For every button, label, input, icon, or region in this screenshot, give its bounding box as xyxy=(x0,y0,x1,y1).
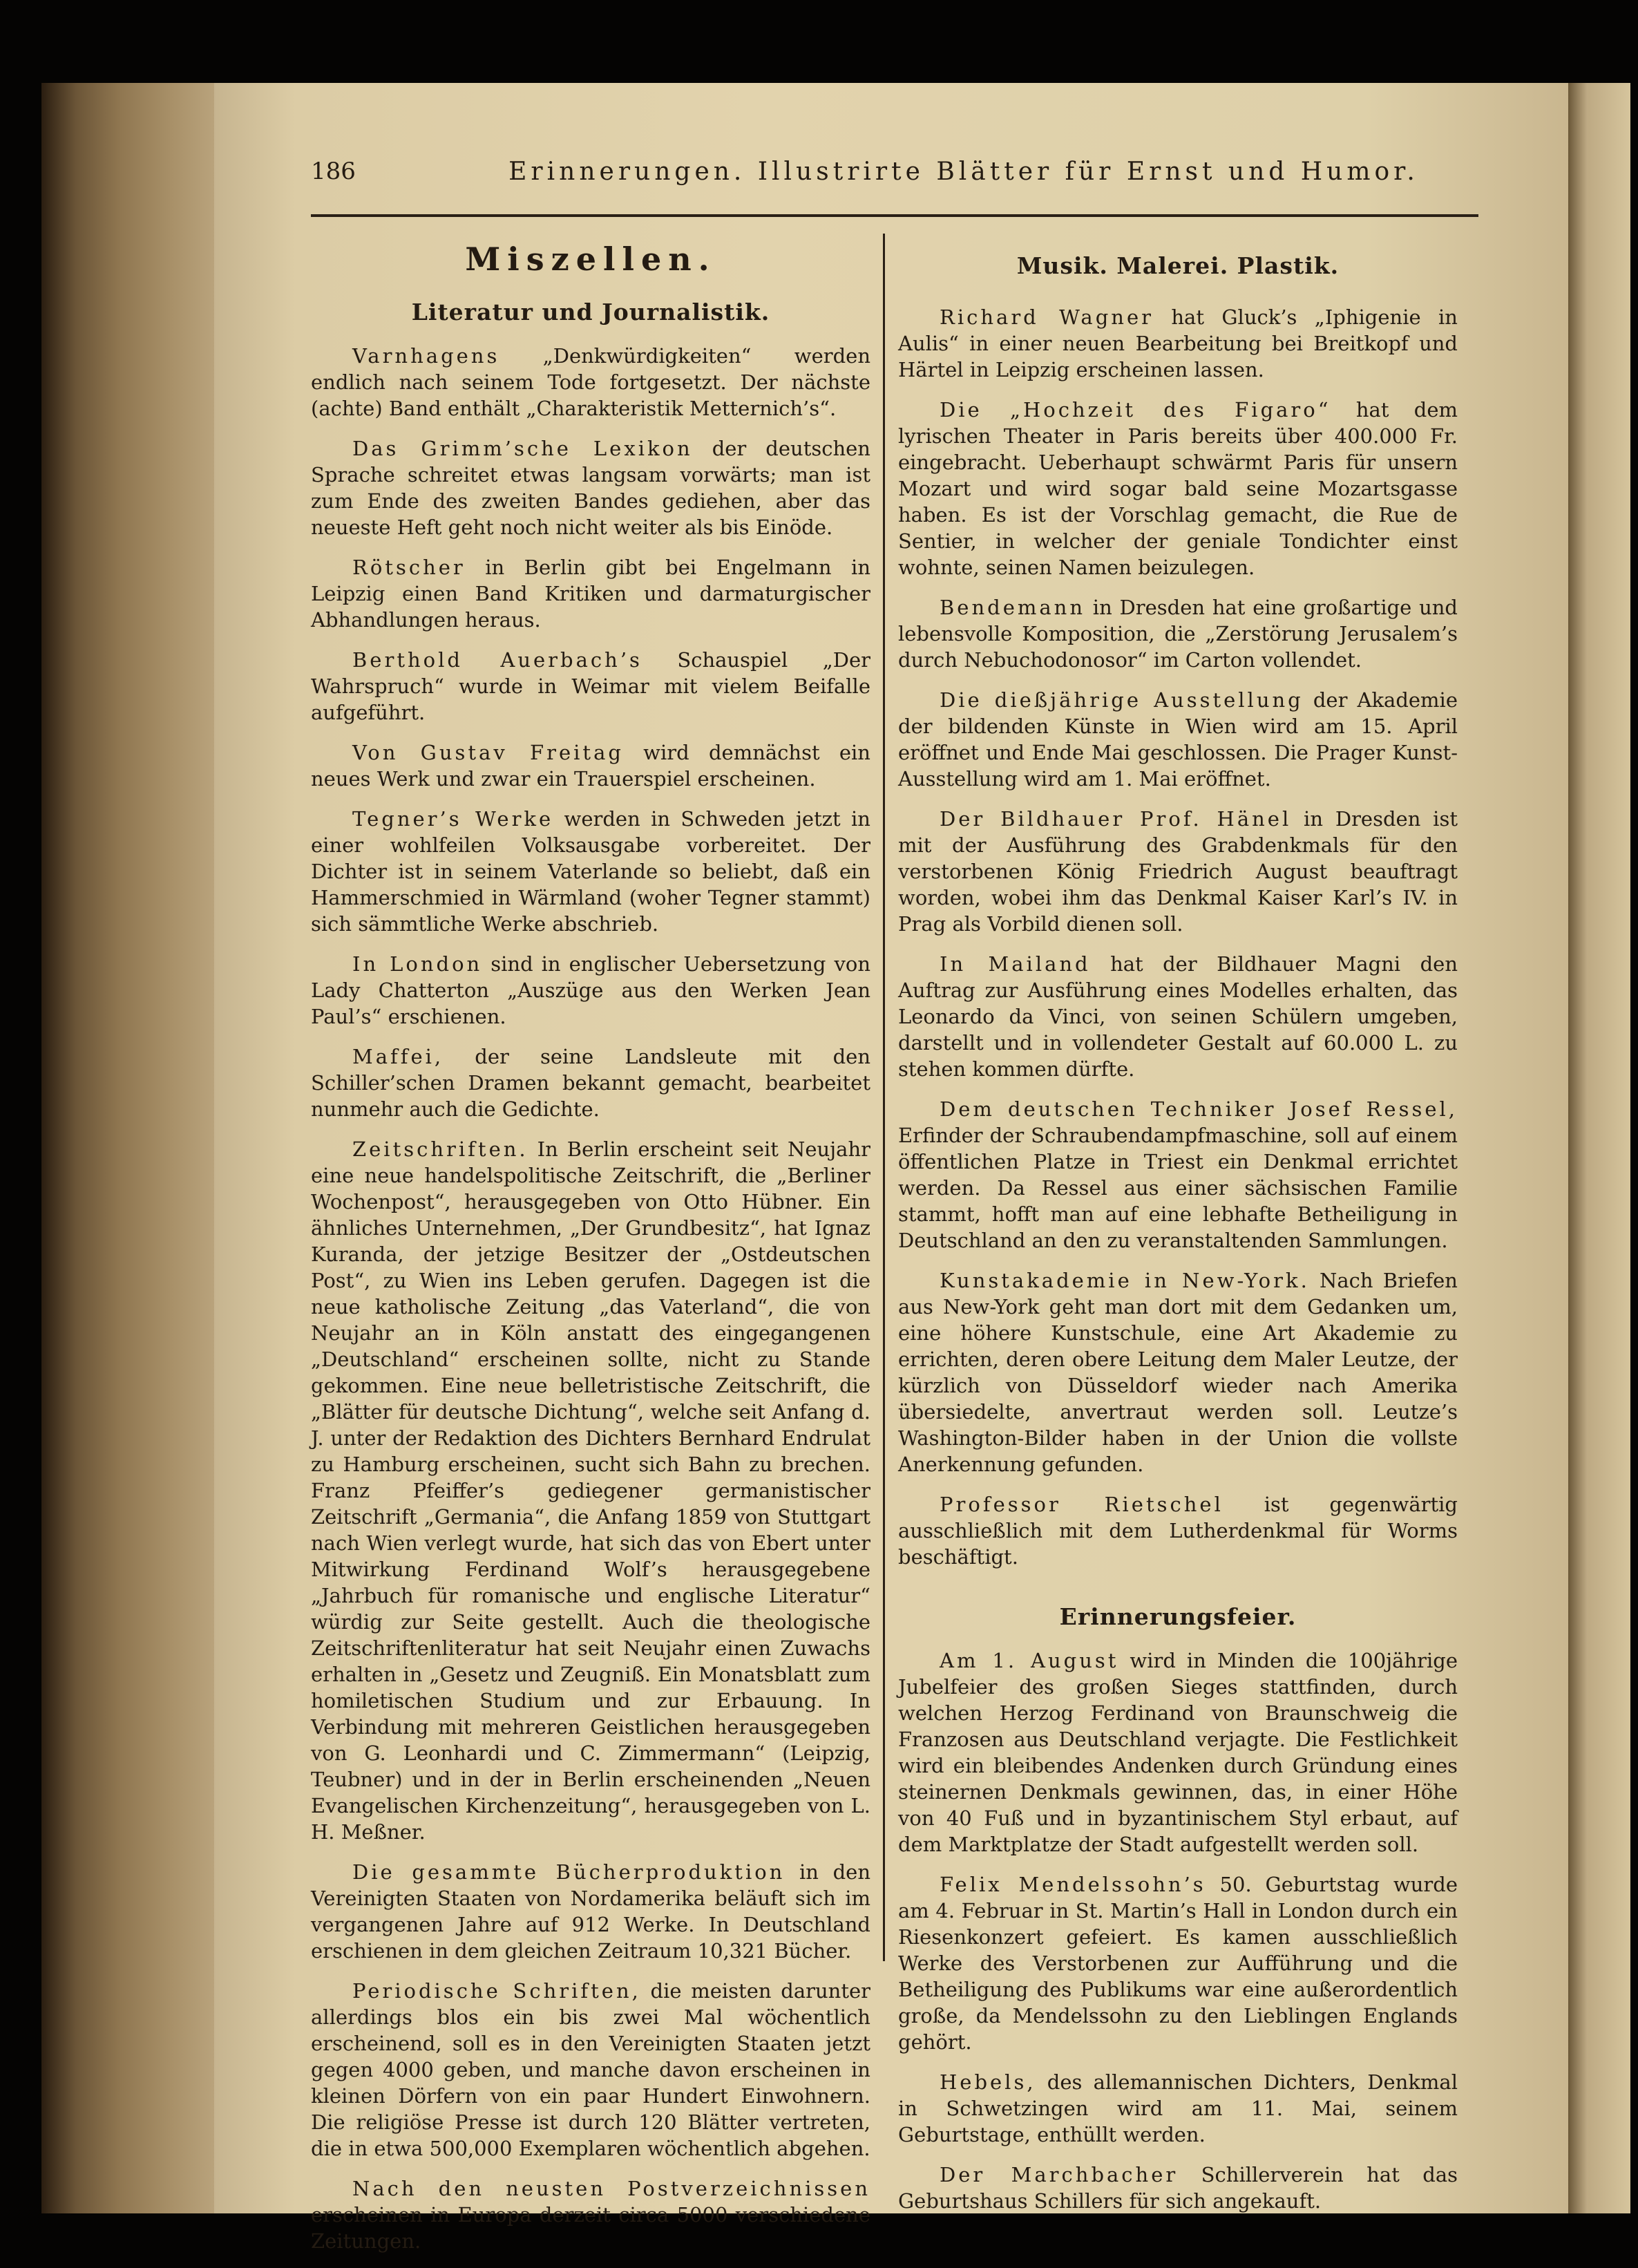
paragraph-lead: Kunstakademie in New-York. xyxy=(940,1269,1310,1292)
paragraph xyxy=(898,1267,1458,1477)
paragraph xyxy=(311,435,870,540)
paragraph xyxy=(311,647,870,726)
left-column xyxy=(311,235,870,2268)
paragraph xyxy=(311,1859,870,1964)
page-edges-left xyxy=(41,83,214,2213)
paragraph xyxy=(898,1491,1458,1570)
paragraph-lead: Richard Wagner xyxy=(940,305,1154,329)
paragraph-lead: Das Grimm’sche Lexikon xyxy=(352,437,693,460)
paragraph-lead: Felix Mendelssohn’s xyxy=(940,1873,1206,1896)
running-head xyxy=(311,152,1478,193)
paragraph-lead: Nach den neusten Postverzeichnissen xyxy=(352,2177,870,2200)
paragraph-lead: Berthold Auerbach’s xyxy=(352,648,642,672)
paragraph-text: hat Gluck’s „Iphigenie in Aulis“ in einer neuen Bearbeitung bei Breitkopf und Härtel in Leipzig erscheinen lassen. xyxy=(898,305,1458,381)
paragraph-text: der seine Landsleute mit den Schiller’schen Dramen bekannt gemacht, bearbeitet nunmehr auch die Gedichte. xyxy=(311,1045,870,1121)
section-title-musik: Musik. Malerei. Plastik. xyxy=(1016,252,1340,279)
paragraph-text: in den Vereinigten Staaten von Nordamerika beläuft sich im vergangenen Jahre auf 912 Werke. In Deutschland erschienen in dem gleichen Zeitraum 10,321 Bücher. xyxy=(311,1860,870,1963)
paragraph-text: In Berlin erscheint seit Neujahr eine neue handelspolitische Zeitschrift, die „Berliner Wochenpost“, herausgegeben von Otto Hübner. Ein ähnliches Unternehmen, „Der Grundbesitz“, hat Ignaz Kuranda, der jetzige Besitzer der „Ostdeutschen Post“, zu Wien ins Leben gerufen. Dagegen ist die neue katholische Zeitung „das Vaterland“, die von Neujahr an in Köln anstatt des eingegangenen „Deutschland“ erscheinen sollte, nicht zu Stande gekommen. Eine neue belletristische Zeitschrift, die „Blätter für deutsche Dichtung“, welche seit Anfang d. J. unter der Redaktion des Dichters Bernhard Endrulat zu Hamburg erscheinen, sucht sich Bahn zu brechen. Franz Pfeiffer’s gediegener germanistischer Zeitschrift „Germania“, die Anfang 1859 von Stuttgart nach Wien verlegt wurde, hat sich das von Ebert unter Mitwirkung Ferdinand Wolf’s herausgegebene „Jahrbuch für romanische und englische Literatur“ würdig zur Seite gestellt. Auch die theologische Zeitschriftenliteratur hat seit Neujahr einen Zuwachs erhalten in „Gesetz und Zeugniß. Ein Monatsblatt zum homiletischen Studium und zur Erbauung. In Verbindung mit mehreren Geistlichen herausgegeben von G. Leonhardi und C. Zimmermann“ (Leipzig, Teubner) und in der in Berlin erscheinenden „Neuen Evangelischen Kirchenzeitung“, herausgegeben von L. H. Meßner. xyxy=(311,1137,870,1844)
paragraph xyxy=(898,2069,1458,2148)
paragraph-lead: Die dießjährige Ausstellung xyxy=(940,688,1304,712)
paragraph-text: Erfinder der Schraubendampfmaschine, soll auf einem öffentlichen Platze in Triest ein Denkmal errichtet werden. Da Ressel aus einer sächsischen Familie stammt, hofft man auf eine lebhafte Betheiligung in Deutschland an den zu veranstaltenden Sammlungen. xyxy=(898,1124,1458,1252)
paragraph-text: die meisten darunter allerdings blos ein bis zwei Mal wöchentlich erscheinend, soll es in den Vereinigten Staaten jetzt gegen 4000 geben, und manche davon erscheinen in kleinen Dörfern von ein paar Hundert Einwohnern. Die religiöse Presse ist durch 120 Blätter vertreten, die in etwa 500,000 Exemplaren wöchentlich abgehen. xyxy=(311,1979,871,2160)
paragraph xyxy=(311,1043,870,1122)
paragraph-text: in Dresden ist mit der Ausführung des Grabdenkmals für den verstorbenen König Friedrich August beauftragt worden, wobei ihm das Denkmal Kaiser Karl’s IV. in Prag als Vorbild dienen soll. xyxy=(898,807,1458,936)
paragraph xyxy=(898,397,1458,580)
paragraph-text: hat dem lyrischen Theater in Paris bereits über 400.000 Fr. eingebracht. Ueberhaupt schwärmt Paris für unsern Mozart und wird sogar bald seine Mozartsgasse haben. Es ist der Vorschlag gemacht, die Rue de Sentier, in welcher der geniale Tondichter einst wohnte, seinen Namen beizulegen. xyxy=(898,398,1458,579)
paragraph xyxy=(898,1871,1458,2055)
paragraph-text: in Berlin gibt bei Engelmann in Leipzig einen Band Kritiken und darmaturgischer Abhandlungen heraus. xyxy=(311,556,870,632)
right-column xyxy=(898,235,1458,2228)
paragraph-lead: Der Bildhauer Prof. Hänel xyxy=(940,807,1292,831)
paragraph-lead: Dem deutschen Techniker Josef Ressel, xyxy=(940,1097,1458,1121)
paragraph-text: des allemannischen Dichters, Denkmal in Schwetzingen wird am 11. Mai, seinem Geburtstage, enthüllt werden. xyxy=(898,2070,1458,2146)
paragraph-lead: Zeitschriften. xyxy=(352,1137,528,1161)
paragraph xyxy=(898,2162,1458,2214)
paragraph xyxy=(898,594,1458,673)
paragraph-lead: In Mailand xyxy=(940,952,1091,976)
paragraph-text: wird demnächst ein neues Werk und zwar ein Trauerspiel erscheinen. xyxy=(311,741,870,791)
paragraph-lead: Von Gustav Freitag xyxy=(352,741,624,764)
page-number: 186 xyxy=(311,158,356,185)
paragraph-lead: Maffei, xyxy=(352,1045,444,1068)
paragraph-lead: Periodische Schriften, xyxy=(352,1979,641,2003)
paragraph-lead: Rötscher xyxy=(352,556,466,579)
column-divider xyxy=(883,234,885,1961)
page-edges-right xyxy=(1568,83,1630,2213)
section-title-erinnerungsfeier: Erinnerungsfeier. xyxy=(1059,1603,1297,1630)
paragraph xyxy=(311,343,870,422)
paragraph-text: ist gegenwärtig ausschließlich mit dem Lutherdenkmal für Worms beschäftigt. xyxy=(898,1493,1458,1569)
paragraph-text: hat der Bildhauer Magni den Auftrag zur Ausführung eines Modelles erhalten, das Leonardo da Vinci, von seinen Schülern umgeben, darstellt und in vollendeter Gestalt auf 60.000 L. zu stehen kommen dürfte. xyxy=(898,952,1458,1081)
paragraph xyxy=(898,1647,1458,1858)
paragraph-text: wird in Minden die 100jährige Jubelfeier des großen Sieges stattfinden, durch welchen Herzog Ferdinand von Braunschweig die Franzosen aus Deutschland verjagte. Die Festlichkeit wird ein bleibendes Andenken durch Gründung eines steinernen Denkmals gewinnen, das, in einer Höhe von 40 Fuß und in byzantinischem Styl erbaut, auf dem Marktplatze der Stadt aufgestellt werden soll. xyxy=(898,1649,1458,1856)
paragraph-lead: Tegner’s Werke xyxy=(352,807,554,831)
paragraph-lead: Die „Hochzeit des Figaro“ xyxy=(940,398,1331,422)
paragraph-lead: Varnhagens xyxy=(352,344,500,368)
paragraph xyxy=(311,951,870,1030)
paragraph xyxy=(311,1136,870,1845)
running-title: Erinnerungen. Illustrirte Blätter für Ernst und Humor. xyxy=(508,158,1419,186)
paragraph-text: Schillerverein hat das Geburtshaus Schillers für sich angekauft. xyxy=(898,2163,1458,2213)
section-title-literatur: Literatur und Journalistik. xyxy=(411,299,770,325)
paragraph-text: erscheinen in Europa derzeit circa 5000 verschiedene Zeitungen. xyxy=(311,2203,870,2253)
paragraph-text: in Dresden hat eine großartige und lebensvolle Komposition, die „Zerstörung Jerusalem’s durch Nebuchodonosor“ im Carton vollendet. xyxy=(898,596,1458,672)
paragraph xyxy=(898,951,1458,1082)
paragraph-lead: Die gesammte Bücherproduktion xyxy=(352,1860,785,1884)
paragraph-text: Nach Briefen aus New-York geht man dort mit dem Gedanken um, eine höhere Kunstschule, eine Art Akademie zu errichten, deren obere Leitung dem Maler Leutze, der kürzlich von Düsseldorf wieder nach Amerika übersiedelte, anvertraut werden soll. Leutze’s Washington-Bilder haben in der Union die vollste Anerkennung gefunden. xyxy=(898,1269,1458,1476)
paragraph xyxy=(311,2175,870,2254)
paragraph xyxy=(311,1978,870,2162)
paragraph-lead: Bendemann xyxy=(940,596,1086,619)
paragraph xyxy=(311,739,870,792)
paragraph xyxy=(311,554,870,633)
paragraph-text: der deutschen Sprache schreitet etwas langsam vorwärts; man ist zum Ende des zweiten Bandes gediehen, aber das neueste Heft geht noch nicht weiter als bis Einöde. xyxy=(311,437,870,539)
main-heading: Miszellen. xyxy=(465,240,716,278)
paragraph xyxy=(898,687,1458,792)
paragraph-text: sind in englischer Uebersetzung von Lady Chatterton „Auszüge aus den Werken Jean Paul’s“ erschienen. xyxy=(311,952,870,1028)
paragraph xyxy=(311,806,870,937)
paragraph xyxy=(898,1096,1458,1254)
paragraph xyxy=(898,806,1458,937)
paragraph-lead: Der Marchbacher xyxy=(940,2163,1179,2186)
paragraph-text: „Denkwürdigkeiten“ werden endlich nach seinem Tode fortgesetzt. Der nächste (achte) Band enthält „Charakteristik Metternich’s“. xyxy=(311,344,870,420)
paragraph-lead: Hebels, xyxy=(940,2070,1036,2094)
paragraph-lead: Am 1. August xyxy=(940,1649,1119,1672)
paragraph-text: 50. Geburtstag wurde am 4. Februar in St. Martin’s Hall in London durch ein Riesenkonzert gefeiert. Es kamen ausschließlich Werke des Verstorbenen zur Aufführung und die Betheiligung des Publikums war eine außerordentlich große, da Mendelssohn zu den Lieblingen Englands gehört. xyxy=(898,1873,1458,2054)
paragraph-text: werden in Schweden jetzt in einer wohlfeilen Volksausgabe vorbereitet. Der Dichter ist in seinem Vaterlande so beliebt, daß ein Hammerschmied in Wärmland (woher Tegner stammt) sich sämmtliche Werke abschrieb. xyxy=(311,807,870,936)
header-rule xyxy=(311,214,1478,217)
paragraph-text: der Akademie der bildenden Künste in Wien wird am 15. April eröffnet und Ende Mai geschlossen. Die Prager Kunst-Ausstellung wird am 1. Mai eröffnet. xyxy=(898,688,1458,791)
page-content xyxy=(311,152,1478,2253)
paragraph-lead: In London xyxy=(352,952,483,976)
paragraph-text: Schauspiel „Der Wahrspruch“ wurde in Weimar mit vielem Beifalle aufgeführt. xyxy=(311,648,870,724)
paragraph-lead: Professor Rietschel xyxy=(940,1493,1223,1516)
paragraph xyxy=(898,304,1458,383)
